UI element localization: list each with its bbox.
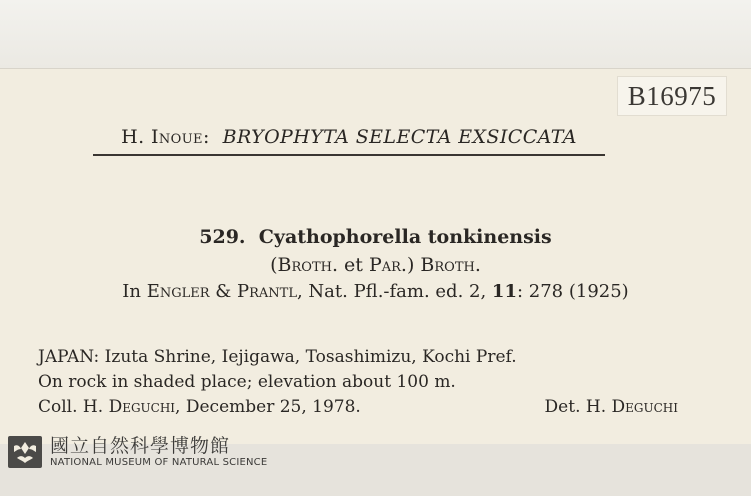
ref-engler: Engler [146,281,210,302]
coll-name: Deguchi [108,397,176,417]
authority-paren-close: ) [406,254,421,276]
taxon-authority-line [0,254,751,276]
det-name: Deguchi [611,397,678,417]
top-background-strip [0,0,751,69]
authority-first: Broth. [277,254,338,276]
ref-rest-a: , Nat. Pfl.-fam. ed. 2, [296,281,492,302]
ref-amp: & [209,281,237,302]
museum-name-en: NATIONAL MUSEUM OF NATURAL SCIENCE [50,457,268,468]
taxon-number: 529. [199,226,246,248]
series-title: BRYOPHYTA SELECTA EXSICCATA [222,126,577,148]
ref-rest-b: : 278 (1925) [516,281,629,302]
determination-info [545,397,678,417]
authority-combining: Broth. [420,254,481,276]
series-header [93,126,605,148]
ref-prantl: Prantl [237,281,297,302]
series-divider [93,154,605,156]
ref-volume: 11 [491,281,517,302]
specimen-number: B16975 [627,80,717,111]
authority-paren-open: ( [270,254,278,276]
habitat-line: On rock in shaded place; elevation about 100 m. [38,372,456,392]
collector-line [38,397,678,417]
museum-logo [8,434,267,470]
museum-logo-icon [8,436,42,468]
ref-in: In [122,281,147,302]
taxon-name-line [0,226,751,248]
det-prefix: Det. H. [544,397,612,417]
authority-second: Par. [368,254,407,276]
specimen-number-tag [617,76,727,116]
locality-line: JAPAN: Izuta Shrine, Iejigawa, Tosashimizu, Kochi Pref. [38,347,517,367]
collection-info [38,397,361,417]
coll-prefix: Coll. H. [38,397,109,417]
taxon-name: Cyathophorella tonkinensis [258,226,552,248]
authority-et: et [338,254,369,276]
taxon-reference-line [0,281,751,302]
series-collector: H. Inoue: [121,126,210,148]
museum-name-zh: 國立自然科學博物館 [50,435,231,457]
coll-date: , December 25, 1978. [175,397,361,417]
